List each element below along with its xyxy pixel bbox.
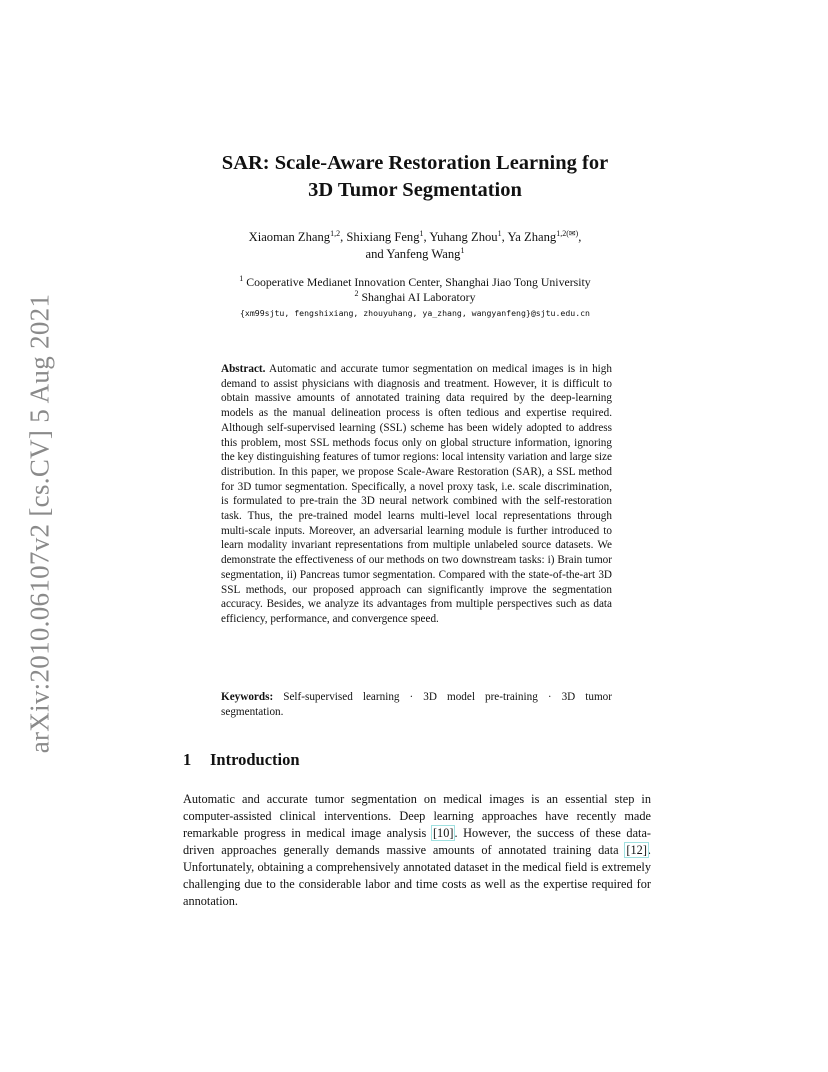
title-line-1: SAR: Scale-Aware Restoration Learning for <box>221 152 609 174</box>
affiliations <box>190 275 640 305</box>
intro-text: . However, the success of these data-driven approaches generally demands massive amounts of annotated training data <box>183 826 651 857</box>
keywords <box>221 690 612 719</box>
author-name: Ya Zhang <box>507 230 557 244</box>
affiliation-text: Cooperative Medianet Innovation Center, Shanghai Jiao Tong University <box>246 275 591 289</box>
arxiv-stamp-text: arXiv:2010.06107v2 [cs.CV] 5 Aug 2021 <box>24 293 55 753</box>
affiliation-1 <box>190 275 640 290</box>
abstract-text: Automatic and accurate tumor segmentation on medical images is in high demand to assist physicians with diagnosis and treatment. However, it is difficult to obtain massive amounts of annotated training data required by the deep-learning models as the manual delineation process is often tedious and expertise required. Although self-supervised learning (SSL) scheme has been widely adopted to address this problem, most SSL methods focus only on global structure information, ignoring the key distinguishing features of tumor regions: local intensity variation and large size distribution. In this paper, we propose Scale-Aware Restoration (SAR), a SSL method for 3D tumor segmentation. Specifically, a novel proxy task, i.e. scale discrimination, is formulated to pre-train the 3D neural network combined with the self-restoration task. Thus, the pre-trained model learns multi-level local representations through multi-scale inputs. Moreover, an adversarial learning module is further introduced to learn modality invariant representations from multiple unlabeled source datasets. We demonstrate the effectiveness of our methods on two downstream tasks: i) Brain tumor segmentation, ii) Pancreas tumor segmentation. Compared with the state-of-the-art 3D SSL methods, our proposed approach can significantly improve the segmentation accuracy. Besides, we analyze its advantages from multiple perspectives such as data efficiency, performance, and convergence speed. <box>221 363 612 625</box>
abstract-label: Abstract. <box>221 363 266 375</box>
author-affil-mark: 1 <box>497 228 502 238</box>
affiliation-mark: 1 <box>239 274 244 284</box>
affiliation-2 <box>190 290 640 305</box>
author-name: Shixiang Feng <box>346 230 420 244</box>
section-number: 1 <box>183 750 192 769</box>
author-emails: {xm99sjtu, fengshixiang, zhouyuhang, ya_zhang, wangyanfeng}@sjtu.edu.cn <box>240 308 590 318</box>
arxiv-stamp <box>10 288 70 758</box>
author-list <box>190 229 640 263</box>
keywords-label: Keywords: <box>221 691 274 703</box>
author-line-2 <box>190 246 640 263</box>
intro-text: . Unfortunately, obtaining a comprehensively annotated dataset in the medical field is extremely challenging due to the considerable labor and time costs as well as the expertise required for annotation. <box>183 843 651 908</box>
intro-paragraph <box>183 791 651 910</box>
citation-link[interactable]: [10] <box>432 826 454 840</box>
affiliation-mark: 2 <box>354 289 359 299</box>
intro-text: Automatic and accurate tumor segmentation on medical images is an essential step in computer-assisted clinical interventions. Deep learning approaches have recently made remarkable progress in medical image analysis <box>183 792 651 840</box>
section-title-text: Introduction <box>210 750 300 769</box>
title-line-2: 3D Tumor Segmentation <box>308 179 522 201</box>
author-name: Xiaoman Zhang <box>248 230 331 244</box>
affiliation-text: Shanghai AI Laboratory <box>361 290 476 304</box>
abstract <box>221 362 612 627</box>
author-name: Yuhang Zhou <box>429 230 498 244</box>
author-affil-mark: 1,2 <box>330 228 341 238</box>
author-affil-mark: 1,2(✉) <box>556 228 579 238</box>
author-affil-mark: 1 <box>419 228 424 238</box>
citation-link[interactable]: [12] <box>626 843 647 857</box>
author-name: and Yanfeng Wang <box>365 247 461 261</box>
section-heading <box>183 750 643 770</box>
author-line-1: Xiaoman Zhang$^{1,2}$, Shixiang Feng$^1$, Yuhang Zhou$^1$, Ya Zhang$^{1,2(✉)}$, <box>248 228 582 244</box>
author-affil-mark: 1 <box>460 245 465 255</box>
keywords-text: Self-supervised learning · 3D model pre-training · 3D tumor segmentation. <box>221 691 612 718</box>
paper-title <box>180 150 650 204</box>
